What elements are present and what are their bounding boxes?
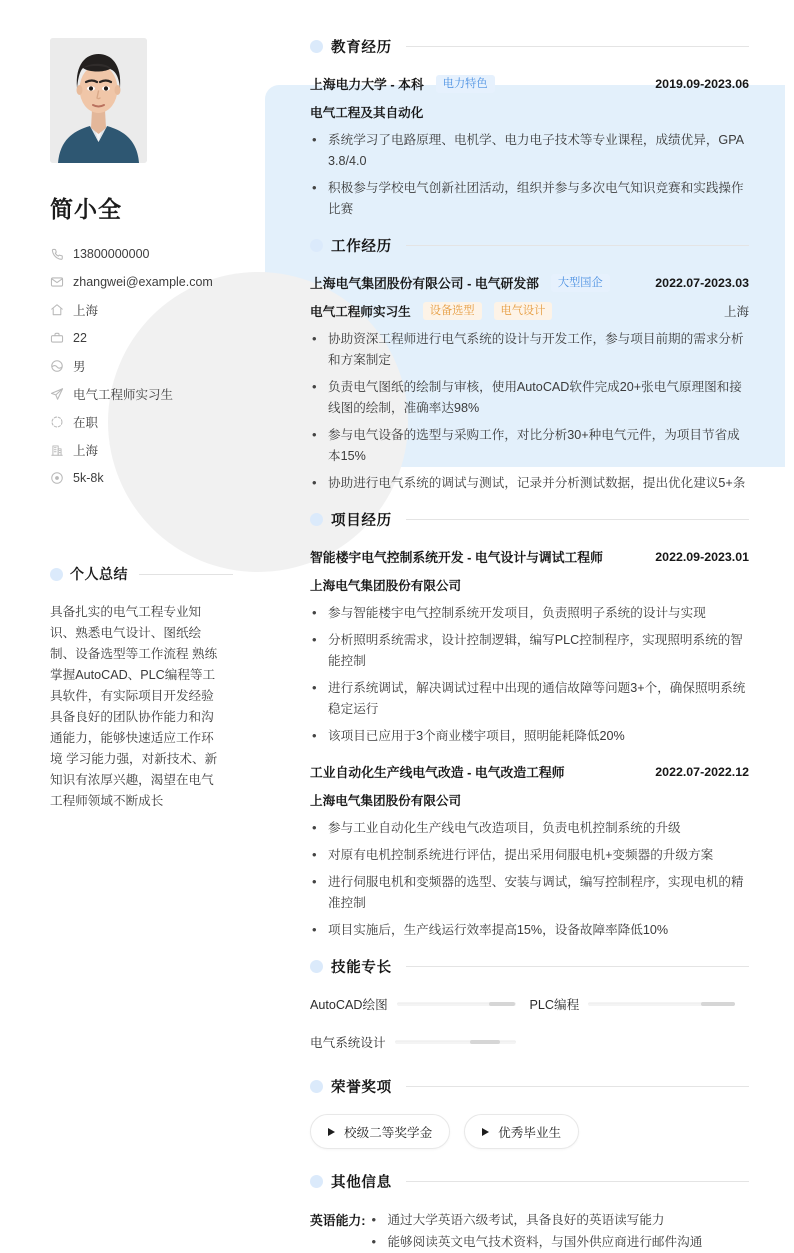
section-title: 其他信息 (331, 1175, 392, 1191)
divider (406, 966, 749, 967)
skill-label: 电气系统设计 (310, 1036, 386, 1050)
avatar (50, 38, 147, 163)
contact-gender (50, 352, 265, 380)
entry-top-row (310, 762, 749, 781)
bullet-item: • 参与工业自动化生产线电气改造项目，负责电机控制系统的升级 (310, 818, 749, 839)
entry-title: 上海电力大学 - 本科 (310, 77, 424, 92)
entry-top-row (310, 74, 749, 93)
entry-bullets (310, 818, 749, 941)
skill-tag: 电气设计 (494, 302, 553, 320)
send-icon (50, 387, 64, 401)
main-content (265, 0, 794, 1249)
bullet-item: • 进行伺服电机和变频器的选型、安装与调试，编写控制程序，实现电机的精准控制 (310, 872, 749, 914)
bullet-item: • 积极参与学校电气创新社团活动，组织并参与多次电气知识竞赛和实践操作比赛 (310, 178, 749, 220)
contact-work-city (50, 436, 265, 464)
entry-subtitle: 上海电气集团股份有限公司 (310, 579, 462, 593)
entry-subtitle: 电气工程及其自动化 (310, 106, 424, 120)
section-dot-icon (310, 513, 323, 526)
honor-list (310, 1114, 749, 1149)
divider (406, 1181, 749, 1182)
bullet-item: • 通过大学英语六级考试，具备良好的英语读写能力 (367, 1209, 702, 1231)
summary-text: 具备扎实的电气工程专业知识、熟悉电气设计、图纸绘制、设备选型等工作流程 熟练掌握AutoCAD、PLC编程等工具软件，有实际项目开发经验 具备良好的团队协作能力和沟通能力，能够快速适应工作环境 学习能力强，对新技术、新知识有浓厚兴趣，渴望在电气工程师领域不断成长 (50, 605, 218, 808)
section-header (310, 1076, 749, 1097)
entry-date: 2019.09-2023.06 (655, 76, 749, 91)
entry-top-row (310, 547, 749, 566)
building-icon (50, 443, 64, 457)
skill-tag: 设备选型 (423, 302, 482, 320)
bullet-item: • 进行系统调试，解决调试过程中出现的通信故障等问题3+个，确保照明系统稳定运行 (310, 678, 749, 720)
briefcase-icon (50, 331, 64, 345)
section-skills (310, 956, 749, 1070)
divider (406, 519, 749, 520)
entry-date: 2022.07-2022.12 (655, 764, 749, 779)
gender-icon (50, 359, 64, 373)
contact-value: 5k-8k (73, 471, 104, 485)
skill-bar-fill (470, 1040, 500, 1044)
sidebar (0, 0, 265, 1224)
summary-header (50, 564, 233, 584)
bullet-item: • 分析照明系统需求，设计控制逻辑，编写PLC控制程序，实现照明系统的智能控制 (310, 630, 749, 672)
section-header (310, 36, 749, 57)
play-icon (482, 1128, 489, 1136)
salary-icon (50, 471, 64, 485)
contact-value: 13800000000 (73, 247, 150, 261)
person-name: 简小全 (50, 196, 122, 222)
other-info-bullets (367, 1209, 702, 1253)
contact-value: 电气工程师实习生 (73, 388, 174, 402)
entry-bullets (310, 329, 749, 494)
bullet-item: • 系统学习了电路原理、电机学、电力电子技术等专业课程，成绩优异，GPA 3.8/4.0 (310, 130, 749, 172)
section-dot-icon (310, 960, 323, 973)
section-header (310, 956, 749, 977)
entry-sub-row (310, 102, 749, 121)
contact-value: 上海 (73, 304, 99, 318)
contact-city (50, 296, 265, 324)
skill-list (310, 994, 749, 1070)
other-info-row (310, 1209, 749, 1253)
skill-label: AutoCAD绘图 (310, 998, 388, 1012)
contact-value: 男 (73, 360, 86, 374)
other-info-label: 英语能力: (310, 1213, 366, 1228)
section-dot-icon (310, 40, 323, 53)
home-icon (50, 303, 64, 317)
entry-subtitle: 上海电气集团股份有限公司 (310, 794, 462, 808)
entry-subtitle: 电气工程师实习生 (310, 305, 411, 319)
section-title: 技能专长 (331, 960, 392, 976)
contact-job-title (50, 380, 265, 408)
section-header (310, 235, 749, 256)
contact-value: 22 (73, 331, 87, 345)
summary-title: 个人总结 (70, 566, 128, 582)
entry-sub-row (310, 790, 749, 809)
mail-icon (50, 275, 64, 289)
divider (406, 245, 749, 246)
section-header (310, 509, 749, 530)
section-title: 教育经历 (331, 40, 392, 56)
honor-label: 优秀毕业生 (498, 1126, 562, 1140)
entry-bullets (310, 603, 749, 747)
skill-label: PLC编程 (529, 998, 580, 1012)
status-icon (50, 415, 64, 429)
entry-date: 2022.07-2023.03 (655, 275, 749, 290)
honor-badge[interactable] (464, 1114, 579, 1149)
section-dot-icon (310, 1080, 323, 1093)
bullet-item: • 协助进行电气系统的调试与测试，记录并分析测试数据，提出优化建议5+条 (310, 473, 749, 494)
phone-icon (50, 247, 64, 261)
bullet-item: • 该项目已应用于3个商业楼宇项目，照明能耗降低20% (310, 726, 749, 747)
contact-status (50, 408, 265, 436)
section-honors (310, 1076, 749, 1149)
section-projects (310, 509, 749, 941)
skill-item (310, 1032, 530, 1051)
section-title: 荣誉奖项 (331, 1080, 392, 1096)
contact-age (50, 324, 265, 352)
entry-title: 上海电气集团股份有限公司 - 电气研发部 (310, 276, 539, 291)
entry-title: 工业自动化生产线电气改造 - 电气改造工程师 (310, 765, 565, 780)
work-entry (310, 273, 749, 494)
entry-bullets (310, 130, 749, 220)
section-dot-icon (310, 1175, 323, 1188)
project-entry (310, 762, 749, 941)
honor-label: 校级二等奖学金 (344, 1126, 433, 1140)
entry-location: 上海 (723, 304, 749, 319)
contact-value: 在职 (73, 416, 99, 430)
bullet-item: • 参与电气设备的选型与采购工作，对比分析30+种电气元件，为项目节省成本15% (310, 425, 749, 467)
honor-badge[interactable] (310, 1114, 450, 1149)
section-header (310, 1171, 749, 1192)
section-other-info (310, 1171, 749, 1253)
project-entry (310, 547, 749, 747)
entry-sub-row (310, 575, 749, 594)
bullet-item: • 对原有电机控制系统进行评估，提出采用伺服电机+变频器的升级方案 (310, 845, 749, 866)
bullet-item: • 项目实施后，生产线运行效率提高15%，设备故障率降低10% (310, 920, 749, 941)
play-icon (328, 1128, 335, 1136)
contact-value: 上海 (73, 444, 99, 458)
bullet-item: • 负责电气图纸的绘制与审核，使用AutoCAD软件完成20+张电气原理图和接线图的绘制，准确率达98% (310, 377, 749, 419)
bullet-item: • 能够阅读英文电气技术资料，与国外供应商进行邮件沟通 (367, 1231, 702, 1253)
entry-sub-row (310, 301, 749, 320)
entry-tag: 电力特色 (436, 75, 495, 93)
bullet-item: • 协助资深工程师进行电气系统的设计与开发工作，参与项目前期的需求分析和方案制定 (310, 329, 749, 371)
contact-phone (50, 240, 265, 268)
section-title: 项目经历 (331, 513, 392, 529)
skill-bar-fill (701, 1002, 735, 1006)
education-entry (310, 74, 749, 220)
section-dot-icon (310, 239, 323, 252)
skill-bar (588, 1002, 735, 1006)
contact-list (50, 240, 265, 492)
bullet-item: • 参与智能楼宇电气控制系统开发项目，负责照明子系统的设计与实现 (310, 603, 749, 624)
divider (139, 574, 233, 575)
entry-date: 2022.09-2023.01 (655, 549, 749, 564)
entry-title: 智能楼宇电气控制系统开发 - 电气设计与调试工程师 (310, 550, 603, 565)
section-dot-icon (50, 568, 63, 581)
section-title: 工作经历 (331, 239, 392, 255)
contact-email (50, 268, 265, 296)
section-education (310, 36, 749, 220)
skill-bar (395, 1040, 516, 1044)
entry-top-row (310, 273, 749, 292)
contact-value: zhangwei@example.com (73, 275, 213, 289)
skill-item (530, 994, 750, 1013)
summary-section (50, 564, 233, 812)
skill-bar-fill (489, 1002, 515, 1006)
section-work (310, 235, 749, 494)
divider (406, 1086, 749, 1087)
skill-item (310, 994, 530, 1013)
contact-salary (50, 464, 265, 492)
skill-bar (397, 1002, 516, 1006)
divider (406, 46, 749, 47)
entry-tag: 大型国企 (551, 274, 610, 292)
